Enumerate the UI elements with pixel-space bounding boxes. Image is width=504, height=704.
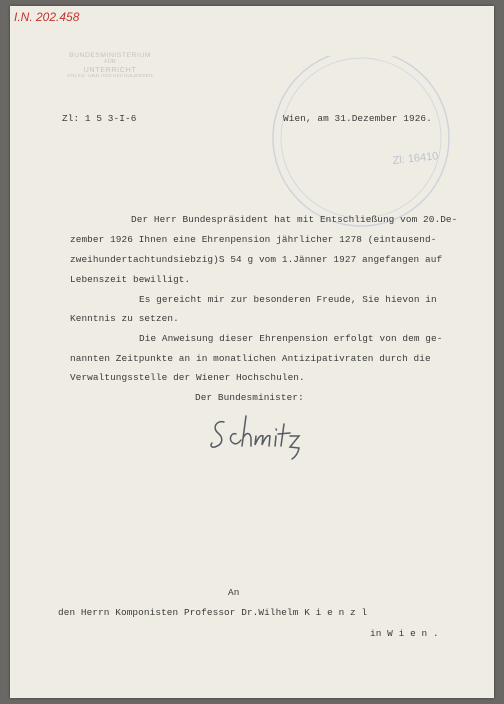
body-line: nannten Zeitpunkte an in monatlichen Antizipativraten durch die <box>70 353 431 364</box>
letterhead-line2: FÜR <box>104 59 116 65</box>
letter-page <box>10 6 494 698</box>
address-recipient: den Herrn Komponisten Professor Dr.Wilhelm K i e n z l <box>58 607 368 618</box>
address-to: An <box>228 587 240 598</box>
letterhead-line4: VOLKS- UND HOCHSCHULWESEN <box>67 74 153 79</box>
body-line: zweihundertachtundsiebzig)S 54 g vom 1.Jänner 1927 angefangen auf <box>70 254 443 265</box>
body-line: Der Herr Bundespräsident hat mit Entschließung vom 20.De- <box>131 214 458 225</box>
dateline: Wien, am 31.Dezember 1926. <box>283 113 432 124</box>
letterhead-line1: BUNDESMINISTERIUM <box>69 52 151 59</box>
closing-line: Der Bundesminister: <box>195 392 304 403</box>
body-line: Die Anweisung dieser Ehrenpension erfolgt von dem ge- <box>139 333 443 344</box>
body-line: Es gereicht mir zur besonderen Freude, Sie hievon in <box>139 294 437 305</box>
handwritten-signature <box>206 402 306 462</box>
letterhead-line3: UNTERRICHT <box>83 65 137 74</box>
body-line: Lebenszeit bewilligt. <box>70 274 191 285</box>
address-city: in W i e n . <box>370 628 439 639</box>
body-line: Kenntnis zu setzen. <box>70 313 179 324</box>
inventory-number: I.N. 202.458 <box>14 10 80 24</box>
reference-number: Zl: 1 5 3-I-6 <box>62 113 137 124</box>
body-line: Verwaltungsstelle der Wiener Hochschulen. <box>70 372 305 383</box>
letterhead <box>54 52 166 79</box>
stamp-text: Zl: 16410 <box>392 150 439 167</box>
body-line: zember 1926 Ihnen eine Ehrenpension jährlicher 1278 (eintausend- <box>70 234 437 245</box>
